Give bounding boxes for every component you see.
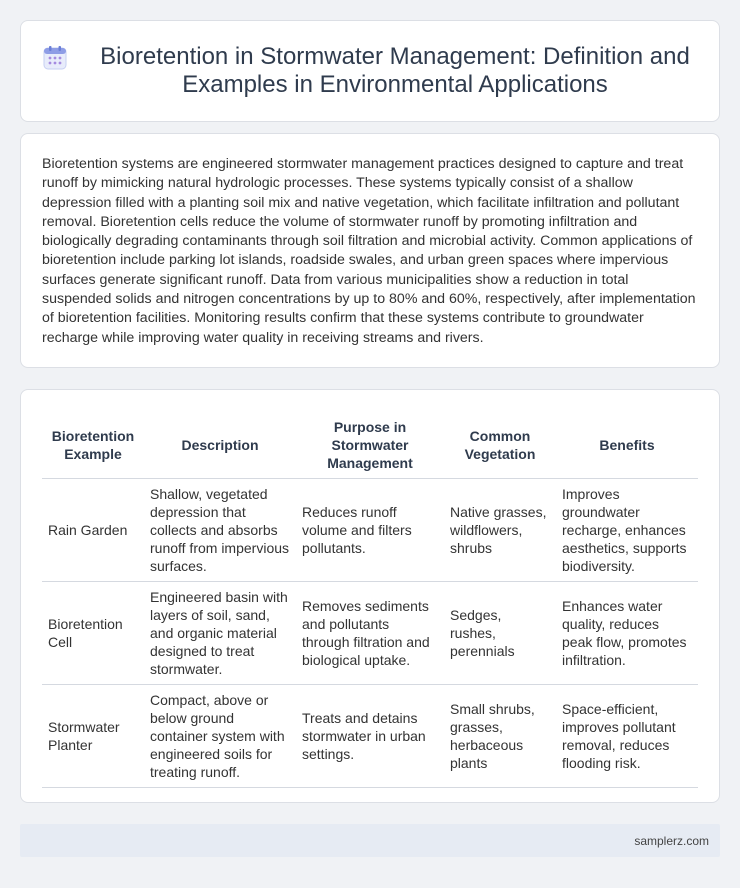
table-cell: Stormwater Planter — [42, 685, 144, 788]
column-header-vegetation: Common Vegetation — [444, 412, 556, 479]
table-cell: Rain Garden — [42, 479, 144, 582]
table-row — [42, 479, 698, 582]
table-cell: Engineered basin with layers of soil, sand, and organic material designed to treat stormwater. — [144, 582, 296, 685]
table-cell: Removes sediments and pollutants through filtration and biological uptake. — [296, 582, 444, 685]
title-card — [20, 20, 720, 122]
column-header-example: Bioretention Example — [42, 412, 144, 479]
table-cell: Sedges, rushes, perennials — [444, 582, 556, 685]
table-cell: Improves groundwater recharge, enhances aesthetics, supports biodiversity. — [556, 479, 698, 582]
intro-paragraph: Bioretention systems are engineered stormwater management practices designed to capture and treat runoff by mimicking natural hydrologic processes. These systems typically consist of a shallow depression filled with a planting soil mix and native vegetation, which facilitate infiltration and pollutant removal. Bioretention cells reduce the volume of stormwater runoff by promoting infiltration and biologically degrading contaminants through soil filtration and microbial activity. Common applications of bioretention include parking lot islands, roadside swales, and urban green spaces where impervious surfaces generate significant runoff. Data from various municipalities show a reduction in total suspended solids and nitrogen concentrations by up to 80% and 60%, respectively, after implementation of bioretention facilities. Monitoring results confirm that these systems contribute to groundwater recharge while improving water quality in receiving streams and rivers. — [42, 156, 696, 346]
table-cell: Small shrubs, grasses, herbaceous plants — [444, 685, 556, 788]
calendar-icon — [41, 44, 69, 72]
intro-card — [20, 133, 720, 368]
table-cell: Treats and detains stormwater in urban settings. — [296, 685, 444, 788]
column-header-benefits: Benefits — [556, 412, 698, 479]
table-row — [42, 582, 698, 685]
table-cell: Space-efficient, improves pollutant removal, reduces flooding risk. — [556, 685, 698, 788]
table-cell: Reduces runoff volume and filters pollutants. — [296, 479, 444, 582]
column-header-description: Description — [144, 412, 296, 479]
table-cell: Bioretention Cell — [42, 582, 144, 685]
page-title: Bioretention in Stormwater Management: Definition and Examples in Environmental Applications — [100, 43, 690, 98]
table-cell: Compact, above or below ground container system with engineered soils for treating runoff. — [144, 685, 296, 788]
column-header-purpose: Purpose in Stormwater Management — [296, 412, 444, 479]
table-cell: Enhances water quality, reduces peak flow, promotes infiltration. — [556, 582, 698, 685]
footer — [20, 824, 720, 857]
table-row — [42, 685, 698, 788]
table-cell: Native grasses, wildflowers, shrubs — [444, 479, 556, 582]
table-card — [20, 389, 720, 803]
footer-site-link[interactable]: samplerz.com — [634, 833, 709, 848]
table-header-row — [42, 412, 698, 479]
table-cell: Shallow, vegetated depression that collects and absorbs runoff from impervious surfaces. — [144, 479, 296, 582]
examples-table — [42, 412, 698, 788]
